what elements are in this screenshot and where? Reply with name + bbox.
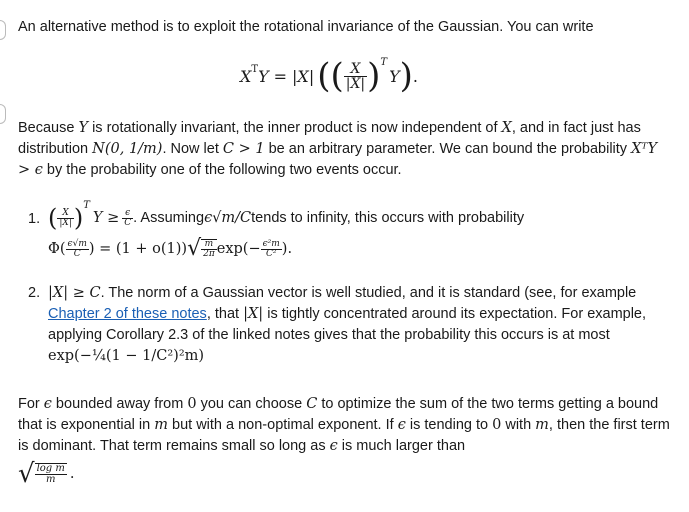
eq-y2: Y <box>389 66 400 86</box>
paren-open: ( <box>48 204 58 232</box>
item1-frac-x: $\frac{X}{|X|}$ <box>59 207 72 228</box>
text: Because <box>18 120 79 136</box>
eq-equals: = <box>273 66 288 86</box>
eq-sup-t2: T <box>380 56 388 68</box>
math-xnorm: |X| <box>243 306 264 322</box>
frac-num: m <box>201 240 217 250</box>
sup-t: T <box>83 199 90 211</box>
text: is rotationally invariant, the inner product is now independent of <box>88 120 502 136</box>
chapter-2-link[interactable]: Chapter 2 of these notes <box>48 306 207 322</box>
text: by the probability one of the following two events occur. <box>42 162 402 178</box>
eq-paren-inner-close: ) <box>367 56 381 96</box>
text: , then the first term is dominant. That term remains small so long as <box>18 417 670 454</box>
frac-num: log m <box>36 463 65 474</box>
math-eps: ϵ <box>329 438 338 454</box>
math-c: C > 1 <box>222 141 265 157</box>
text: is tending to <box>405 417 493 433</box>
phi: Φ( <box>48 240 66 257</box>
math-zero: 0 <box>187 396 197 412</box>
math-m: m <box>154 417 168 433</box>
math-m: m <box>535 417 549 433</box>
math-expr: ϵ√m/C <box>204 209 252 226</box>
eq-norm: |X| <box>292 66 315 86</box>
text: to optimize the sum of the two terms getting a bound that is exponential in <box>18 396 659 433</box>
sqrt-frac <box>35 463 67 485</box>
frac-num: ϵ <box>122 209 133 219</box>
text: exp(− <box>216 240 261 257</box>
text: but with a non-optimal exponent. If <box>167 417 398 433</box>
item1-line2 <box>48 232 292 266</box>
eq-y: Y <box>258 66 269 86</box>
frac-den: 2π <box>203 249 215 259</box>
paren-close: ) <box>73 204 84 232</box>
item1-frac-eps <box>122 209 133 228</box>
text: you can choose <box>196 396 307 412</box>
text: bounded away from <box>51 396 188 412</box>
list-number-1: 1. <box>28 211 41 227</box>
intro-text: An alternative method is to exploit the rotational invariance of the Gaussian. You can write <box>18 19 594 35</box>
phi-frac <box>66 240 89 259</box>
math-cond: |X| ≥ C <box>48 285 101 301</box>
exp-frac <box>261 240 282 259</box>
paragraph-3 <box>18 394 673 457</box>
math-x: X <box>501 120 512 136</box>
margin-mark <box>0 20 6 40</box>
text: is tightly concentrated around its expectation. For example, applying Corollary 2.3 of the linked notes gives that the probability this occurs is at most <box>48 306 647 343</box>
item1-cond: Y ≥ <box>92 209 120 226</box>
sqrt-frac <box>201 239 217 259</box>
eq-fraction <box>344 62 367 91</box>
sqrt-sign: √ <box>187 236 202 261</box>
math-bound: exp(−¼(1 − 1/C²)²m) <box>48 348 205 364</box>
eq-frac-den: |X| <box>345 75 366 92</box>
frac-den: C² <box>265 248 277 259</box>
math-eps: ϵ <box>397 417 406 433</box>
eq-paren-close: ) <box>399 56 413 96</box>
math-y: Y <box>78 120 89 136</box>
eq-paren-open: (( <box>317 56 344 96</box>
text: , that <box>206 306 244 322</box>
list-number-2: 2. <box>28 285 41 301</box>
sqrt-log-m <box>18 456 74 492</box>
text: For <box>18 396 44 412</box>
text: , and in fact just has distribution <box>18 120 641 157</box>
frac-den: C <box>73 248 81 259</box>
frac-den: C <box>124 217 132 228</box>
text: . Now let <box>162 141 223 157</box>
frac-num: ϵ√m <box>67 238 87 249</box>
frac-den: m <box>45 474 56 485</box>
display-equation: X $^T$ Y = |X| (( $\frac{X}{|X|}$ ) T Y ) . <box>240 48 418 104</box>
math-xty: XᵀY > ϵ <box>18 141 658 178</box>
intro-paragraph <box>18 17 673 38</box>
text: with <box>501 417 536 433</box>
text: ). <box>281 240 293 257</box>
math-distribution: N(0, 1/m) <box>92 141 163 157</box>
sqrt-sign: √ <box>18 459 35 489</box>
paragraph-2 <box>18 118 673 181</box>
text: . Assuming <box>133 209 205 226</box>
eq-dot: . <box>412 66 418 86</box>
frac-num: ϵ²m <box>262 238 280 249</box>
item2-text <box>48 283 668 367</box>
math-zero: 0 <box>492 417 502 433</box>
text: is much larger than <box>337 438 466 454</box>
text: . The norm of a Gaussian vector is well studied, and it is standard (see, for example <box>100 285 637 301</box>
eq-x: X <box>240 66 252 86</box>
margin-mark <box>0 104 6 124</box>
math-c: C <box>306 396 318 412</box>
text: . <box>69 465 75 482</box>
text: ) = (1 + o(1)) <box>88 240 188 257</box>
eq-frac-num: X <box>344 62 367 77</box>
text: tends to infinity, this occurs with probability <box>251 209 525 226</box>
math-eps: ϵ <box>43 396 52 412</box>
text: be an arbitrary parameter. We can bound the probability <box>264 141 632 157</box>
